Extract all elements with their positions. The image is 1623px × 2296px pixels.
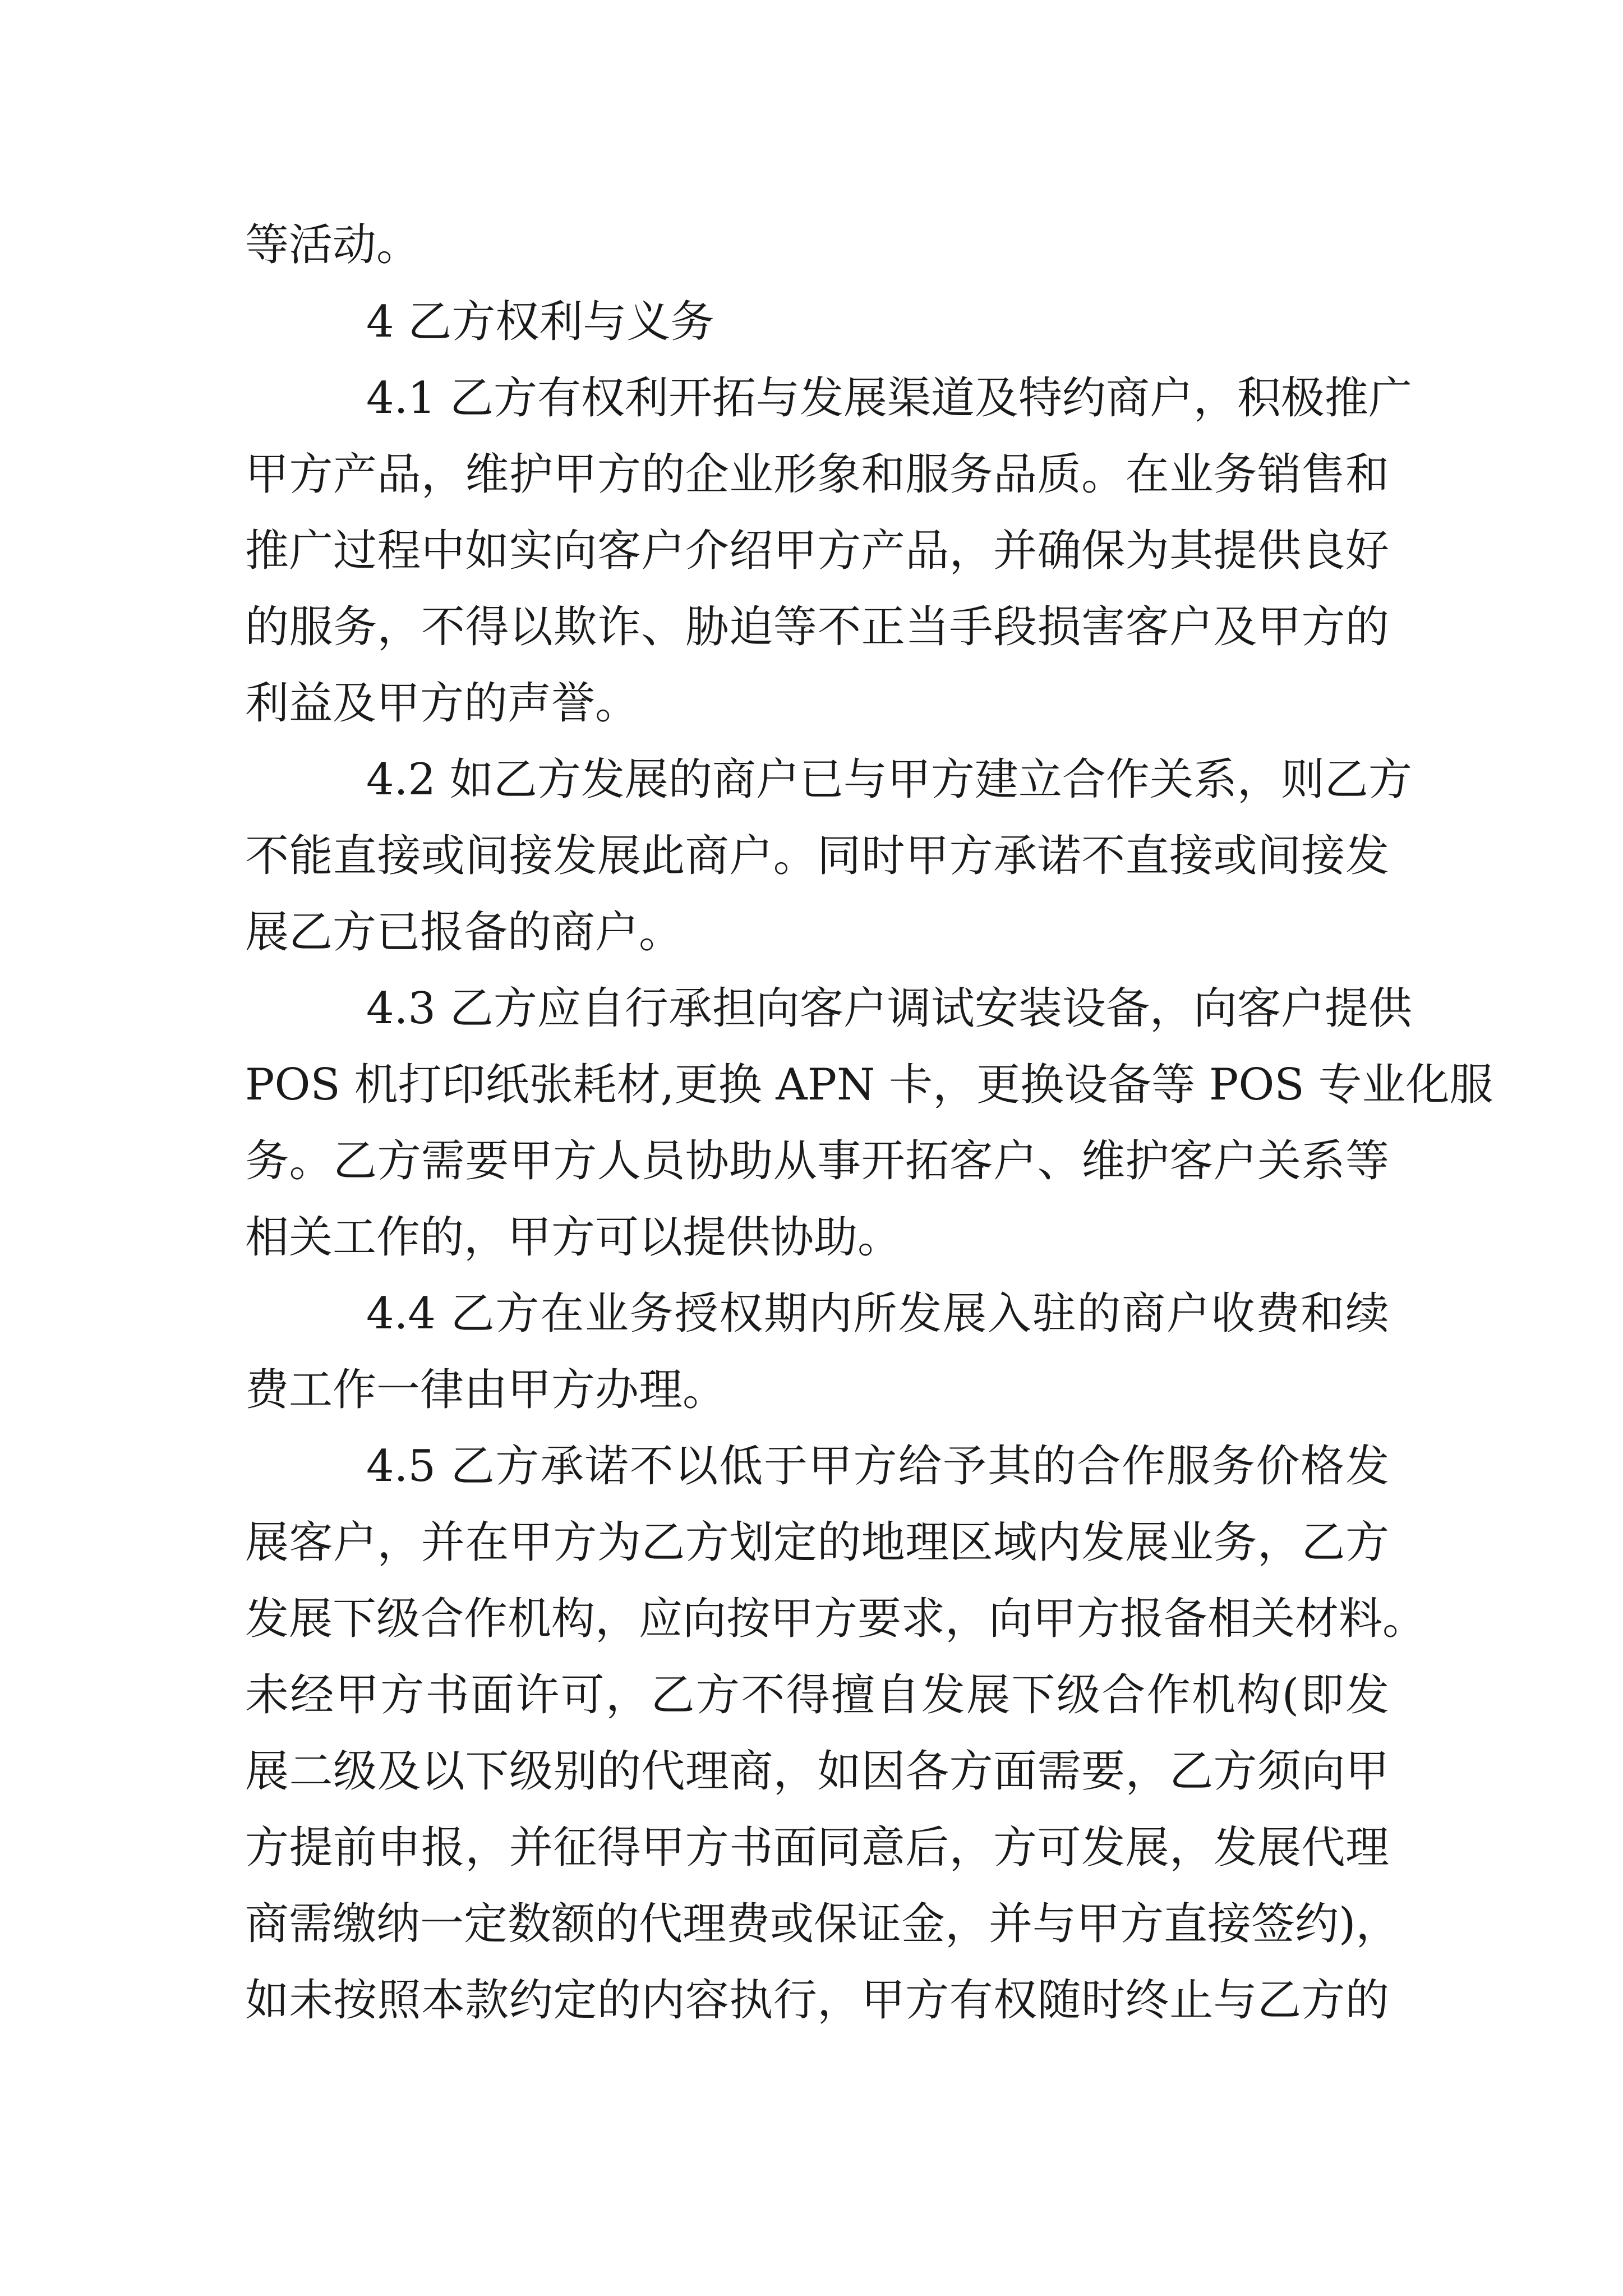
text-line: 方提前申报，并征得甲方书面同意后，方可发展，发展代理 <box>245 1823 1389 1873</box>
text-line: 费工作一律由甲方办理。 <box>245 1365 727 1415</box>
text-line: 的服务，不得以欺诈、胁迫等不正当手段损害客户及甲方的 <box>245 602 1389 652</box>
text-line: 4.1 乙方有权利开拓与发展渠道及特约商户，积极推广 <box>366 373 1412 424</box>
text-line: 展乙方已报备的商户。 <box>245 907 683 958</box>
text-line: 展二级及以下级别的代理商，如因各方面需要，乙方须向甲 <box>245 1746 1389 1797</box>
text-line: POS 机打印纸张耗材,更换 APN 卡，更换设备等 POS 专业化服 <box>245 1060 1493 1110</box>
text-line: 展客户，并在甲方为乙方划定的地理区域内发展业务，乙方 <box>245 1517 1389 1568</box>
text-line: 4.2 如乙方发展的商户已与甲方建立合作关系，则乙方 <box>366 754 1412 805</box>
text-line: 4.5 乙方承诺不以低于甲方给予其的合作服务价格发 <box>366 1441 1389 1492</box>
text-line: 利益及甲方的声誉。 <box>245 678 639 729</box>
text-line: 甲方产品，维护甲方的企业形象和服务品质。在业务销售和 <box>245 449 1389 500</box>
text-line: 等活动。 <box>245 220 421 270</box>
text-line: 不能直接或间接发展此商户。同时甲方承诺不直接或间接发 <box>245 831 1389 881</box>
text-line: 推广过程中如实向客户介绍甲方产品，并确保为其提供良好 <box>245 526 1389 576</box>
text-line: 商需缴纳一定数额的代理费或保证金，并与甲方直接签约)， <box>245 1899 1400 1949</box>
text-line: 务。乙方需要甲方人员协助从事开拓客户、维护客户关系等 <box>245 1136 1389 1186</box>
section-heading: 4 乙方权利与义务 <box>366 297 714 347</box>
text-line: 4.4 乙方在业务授权期内所发展入驻的商户收费和续 <box>366 1289 1389 1339</box>
text-line: 相关工作的，甲方可以提供协助。 <box>245 1212 902 1263</box>
text-line: 未经甲方书面许可，乙方不得擅自发展下级合作机构(即发 <box>245 1670 1389 1720</box>
text-line: 发展下级合作机构，应向按甲方要求，向甲方报备相关材料。 <box>245 1594 1427 1644</box>
text-line: 如未按照本款约定的内容执行，甲方有权随时终止与乙方的 <box>245 1975 1389 2026</box>
text-line: 4.3 乙方应自行承担向客户调试安装设备，向客户提供 <box>366 983 1412 1034</box>
